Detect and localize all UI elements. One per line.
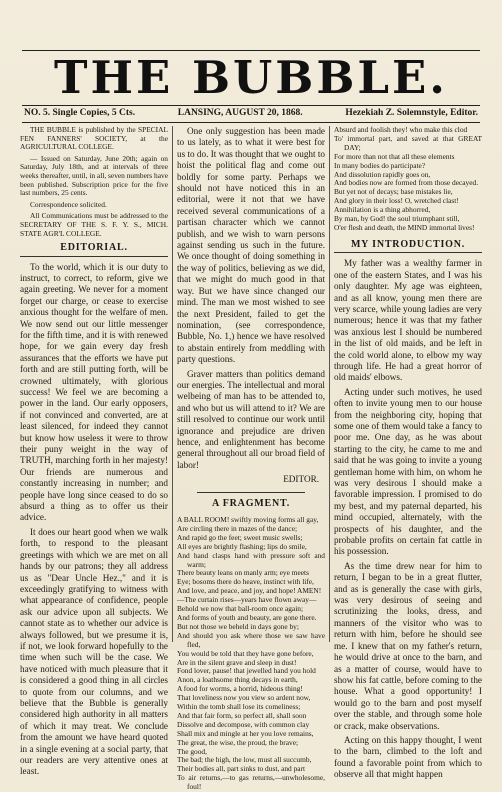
poem-line: The good,: [177, 746, 207, 756]
poem-line: And forms of youth and beauty, are gone there.: [177, 612, 317, 622]
poem-line: To' immortal part, and saved at that GREAT DAY;: [334, 133, 482, 152]
poem-line: Are circling there in mazes of the dance;: [177, 523, 298, 533]
poem-line: Annihilation is a thing abhorred,: [334, 205, 431, 215]
introduction-paragraph-2: Acting under such motives, he used often to invite young men to our house from the neighboring city, hoping that some one of them would take a fancy to poor me. One day, as he was about starting to the city, he came to me and said that he was going to invite a young gentleman home with him, on whom he was very desirous I should make a favorable impression. I promised to do my best, and my paternal departed, his mind occupied, alternately, with the prospects of his daughter, and the probable profits on certain fat cattle in his possession.: [334, 386, 482, 557]
poem-line: The bad; the high, the low, must all succumb,: [177, 755, 312, 765]
poem-line: But not those we beheld in days gone by;: [177, 621, 299, 631]
poem-line: By man, by God! the soul triumphant still,: [334, 214, 460, 224]
column-3: [334, 125, 482, 780]
poem-line: Within the tomb shall lose its comeliness;: [177, 702, 301, 712]
poem-line: A food for worms, a horrid, hideous thing!: [177, 684, 303, 694]
poem-line: In many bodies do participate?: [334, 160, 426, 170]
poem-line: All eyes are brightly flashing; lips do smile,: [177, 541, 307, 551]
poem-line: Absurd and foolish they! who make this clod: [334, 125, 468, 134]
fragment-heading: A FRAGMENT.: [211, 497, 291, 509]
poem-line: Are in the silent grave and sleep in dust!: [177, 657, 297, 667]
poem-line: The great, the wise, the proud, the brave;: [177, 737, 299, 747]
introduction-paragraph-4: Acting on this happy thought, I went to the barn, climbed to the loft and found a favorable point from which to observe all that might happen: [334, 734, 482, 780]
poem-line: And glory in their loss! O, wretched clast!: [334, 196, 459, 206]
column-1: [20, 125, 168, 777]
editorial-paragraph-2: It does our heart good when we walk forth, to respond to the pleasant greetings with which we are met on all hands by our patrons; they all address us as "Dear Uncle Hez.," and it is exceedingly gratifying to witness with what appearance of confidence, people ask our advice upon all subjects. We cannot state as to whether our advice is always followed, but we presume it is, if not, we look forward hopefully to the time when such will be the case. We have noticed with much pleasure that it is considered a good thing in all circles to quote from our columns, and we believe that the Bubble is generally considered high authority in all matters of which it may treat. We conclude from the amount we have heard quoted in a single evening at a social party, that our readers are very attentive ones at least.: [20, 526, 168, 777]
column-2: [177, 126, 326, 792]
poem-line: Behold we now that ball-room once again;: [177, 604, 304, 614]
place-date: LANSING, AUGUST 20, 1868.: [177, 108, 303, 118]
editorial-paragraph-4: Graver matters than politics demand our energies. The intellectual and moral welbeing of man has to be attended to, and who but us will attend to it? We are still resolved to continue our work until ignorance and prejudice are driven hence, and enlightenment has become general throughout all our broad field of labor!: [177, 368, 325, 470]
poem-line: But yet not of decays; base mistakes lie,: [334, 187, 453, 197]
fragment-poem-end: [334, 126, 482, 233]
introduction-paragraph-1: My father was a wealthy farmer in one of the eastern States, and I was his only daughter. My age was eighteen, and as all know, young men there are very scarce, while young ladies are very numerous; hence it was that my father was anxious lest I should be numbered in the list of old maids, and be left in the cold world alone, to elbow my way through life. He had a great horror of old maids' elbows.: [334, 258, 482, 383]
poem-line: And love, and peace, and joy, and hope! AMEN!: [177, 586, 322, 596]
issue-price: NO. 5. Single Copies, 5 Cts.: [24, 108, 136, 118]
poem-line: Fond lover, pause! that jewelled hand you hold: [177, 666, 316, 676]
poem-line: You would be told that they have gone before,: [177, 648, 314, 658]
poem-line: Eye; bosoms there do heave, instinct with life,: [177, 577, 314, 587]
poem-line: Their bodies all, part sinks to dust, and part: [177, 764, 306, 774]
editorial-heading: EDITORIAL.: [20, 242, 168, 256]
poem-line: And should you ask where those we saw have fled,: [177, 630, 325, 649]
poem-line: And dissolution rapidly goes on,: [334, 169, 431, 179]
introduction-heading: MY INTRODUCTION.: [334, 239, 482, 253]
editorial-paragraph-3: One only suggestion has been made to us lately, as to what it were best for us to do. It was thought that we ought to hoist the political flag and come out boldly for some party. Perhaps we should not have noticed this in an editorial, were it not that we have received several communications of a partisan character which we cannot publish, and we wish to warn persons against sending us such in the future. We once thought of doing something in the way of politics, believing as we did, that we might do much good in that way. But we have since changed our mind. The man we most wished to see the next President, failed to get the nomination, (see correspondence, Bubble, No. 1,) hence we have resolved to abstain entirely from meddling with party questions.: [177, 126, 326, 365]
introduction-paragraph-3: As the time drew near for him to return, I began to be in a great flutter, and as is generally the case with girls, was very desirous of seeing and scrutinizing the looks, dress, and manners of the visitor who was to return with him, before he should see me. I knew that on my father's return, he would drive at once to the barn, and as a matter of course, would have to show his fat cattle, before coming to the house. What a good opportunity! I would go to the barn and post myself over the stable, and through some hole or crack, make observations.: [334, 560, 482, 731]
poem-line: For more than not that all these elements: [334, 151, 455, 161]
issue-schedule: — Issued on Saturday, June 20th; again on Saturday, July 18th, and at intervals of three weeks thereafter, until, in all, seven numbers have been published. Subscription price for the five last numbers, 25 cents.: [20, 153, 168, 198]
poem-line: Shall mix and mingle at her you love remains,: [177, 728, 314, 738]
address-note: All Communications must be addressed to the SECRETARY OF THE S. F. Y. S., MICH. STATE AGR'L COLLEGE.: [20, 211, 168, 238]
editor-name: Hezekiah Z. Solemnstyle, Editor.: [345, 108, 478, 118]
dateline-rule: [22, 122, 480, 123]
poem-line: There beauty leans on manly arm; eye meets: [177, 568, 309, 578]
poem-line: —The curtain rises—years have flown away—: [177, 595, 317, 605]
poem-line: And bodies now are formed from those decayed.: [334, 178, 479, 188]
column-separator-1: [172, 126, 173, 642]
section-divider: [197, 492, 305, 493]
column-separator-2: [329, 126, 330, 642]
poem-line: And hand clasps hand with pressure soft and warm;: [177, 550, 325, 569]
poem-line: And rapid go the feet; sweet music swells;: [177, 532, 303, 542]
editorial-paragraph-1: To the world, which it is our duty to instruct, to correct, to reform, give we again greeting. We never for a moment forget our charge, or cease to exercise anxious thought for the welfare of men. We now send out our little messenger for the fifth time, and it is with renewed hope, for we gain every day fresh assurances that the efforts we have put forth and are still putting forth, will be crowned ultimately, with glorious success! We feel we are becoming a power in the land. Our early opposers, if not convinced and converted, are at least silenced, for indeed they cannot but know how useless it were to throw their puny weight in the way of TRUTH, marching forth in her majesty! Our friends are numerous and constantly increasing in number; and people have long since ceased to do so absurd a thing as to offer us their advice.: [20, 261, 168, 523]
poem-line: O'er flesh and death, the MIND immortal lives!: [334, 222, 475, 232]
masthead-rule: [22, 105, 480, 106]
poem-line: To air returns,—to gas returns,—unwholesome, foul!: [177, 773, 325, 792]
poem-line: Anon, a loathsome thing decays in earth,: [177, 675, 298, 685]
poem-line: And that fair form, so perfect all, shall soon: [177, 710, 307, 720]
masthead-title: THE BUBBLE.: [54, 51, 448, 104]
poem-line: That loveliness now you view so ardent now,: [177, 693, 311, 703]
publication-notice: THE BUBBLE is published by the SPECIAL FEN FANNERS' SOCIETY, at the AGRICULTURAL COLLEGE.: [20, 125, 168, 152]
fragment-poem: [177, 516, 325, 792]
poem-line: Dissolve and decompose, with common clay: [177, 719, 310, 729]
editor-signoff: EDITOR.: [283, 474, 319, 485]
correspondence-note: Correspondence solicited.: [30, 199, 107, 209]
dateline: [24, 108, 478, 122]
poem-line: A BALL ROOM! swiftly moving forms all gay,: [177, 515, 319, 524]
